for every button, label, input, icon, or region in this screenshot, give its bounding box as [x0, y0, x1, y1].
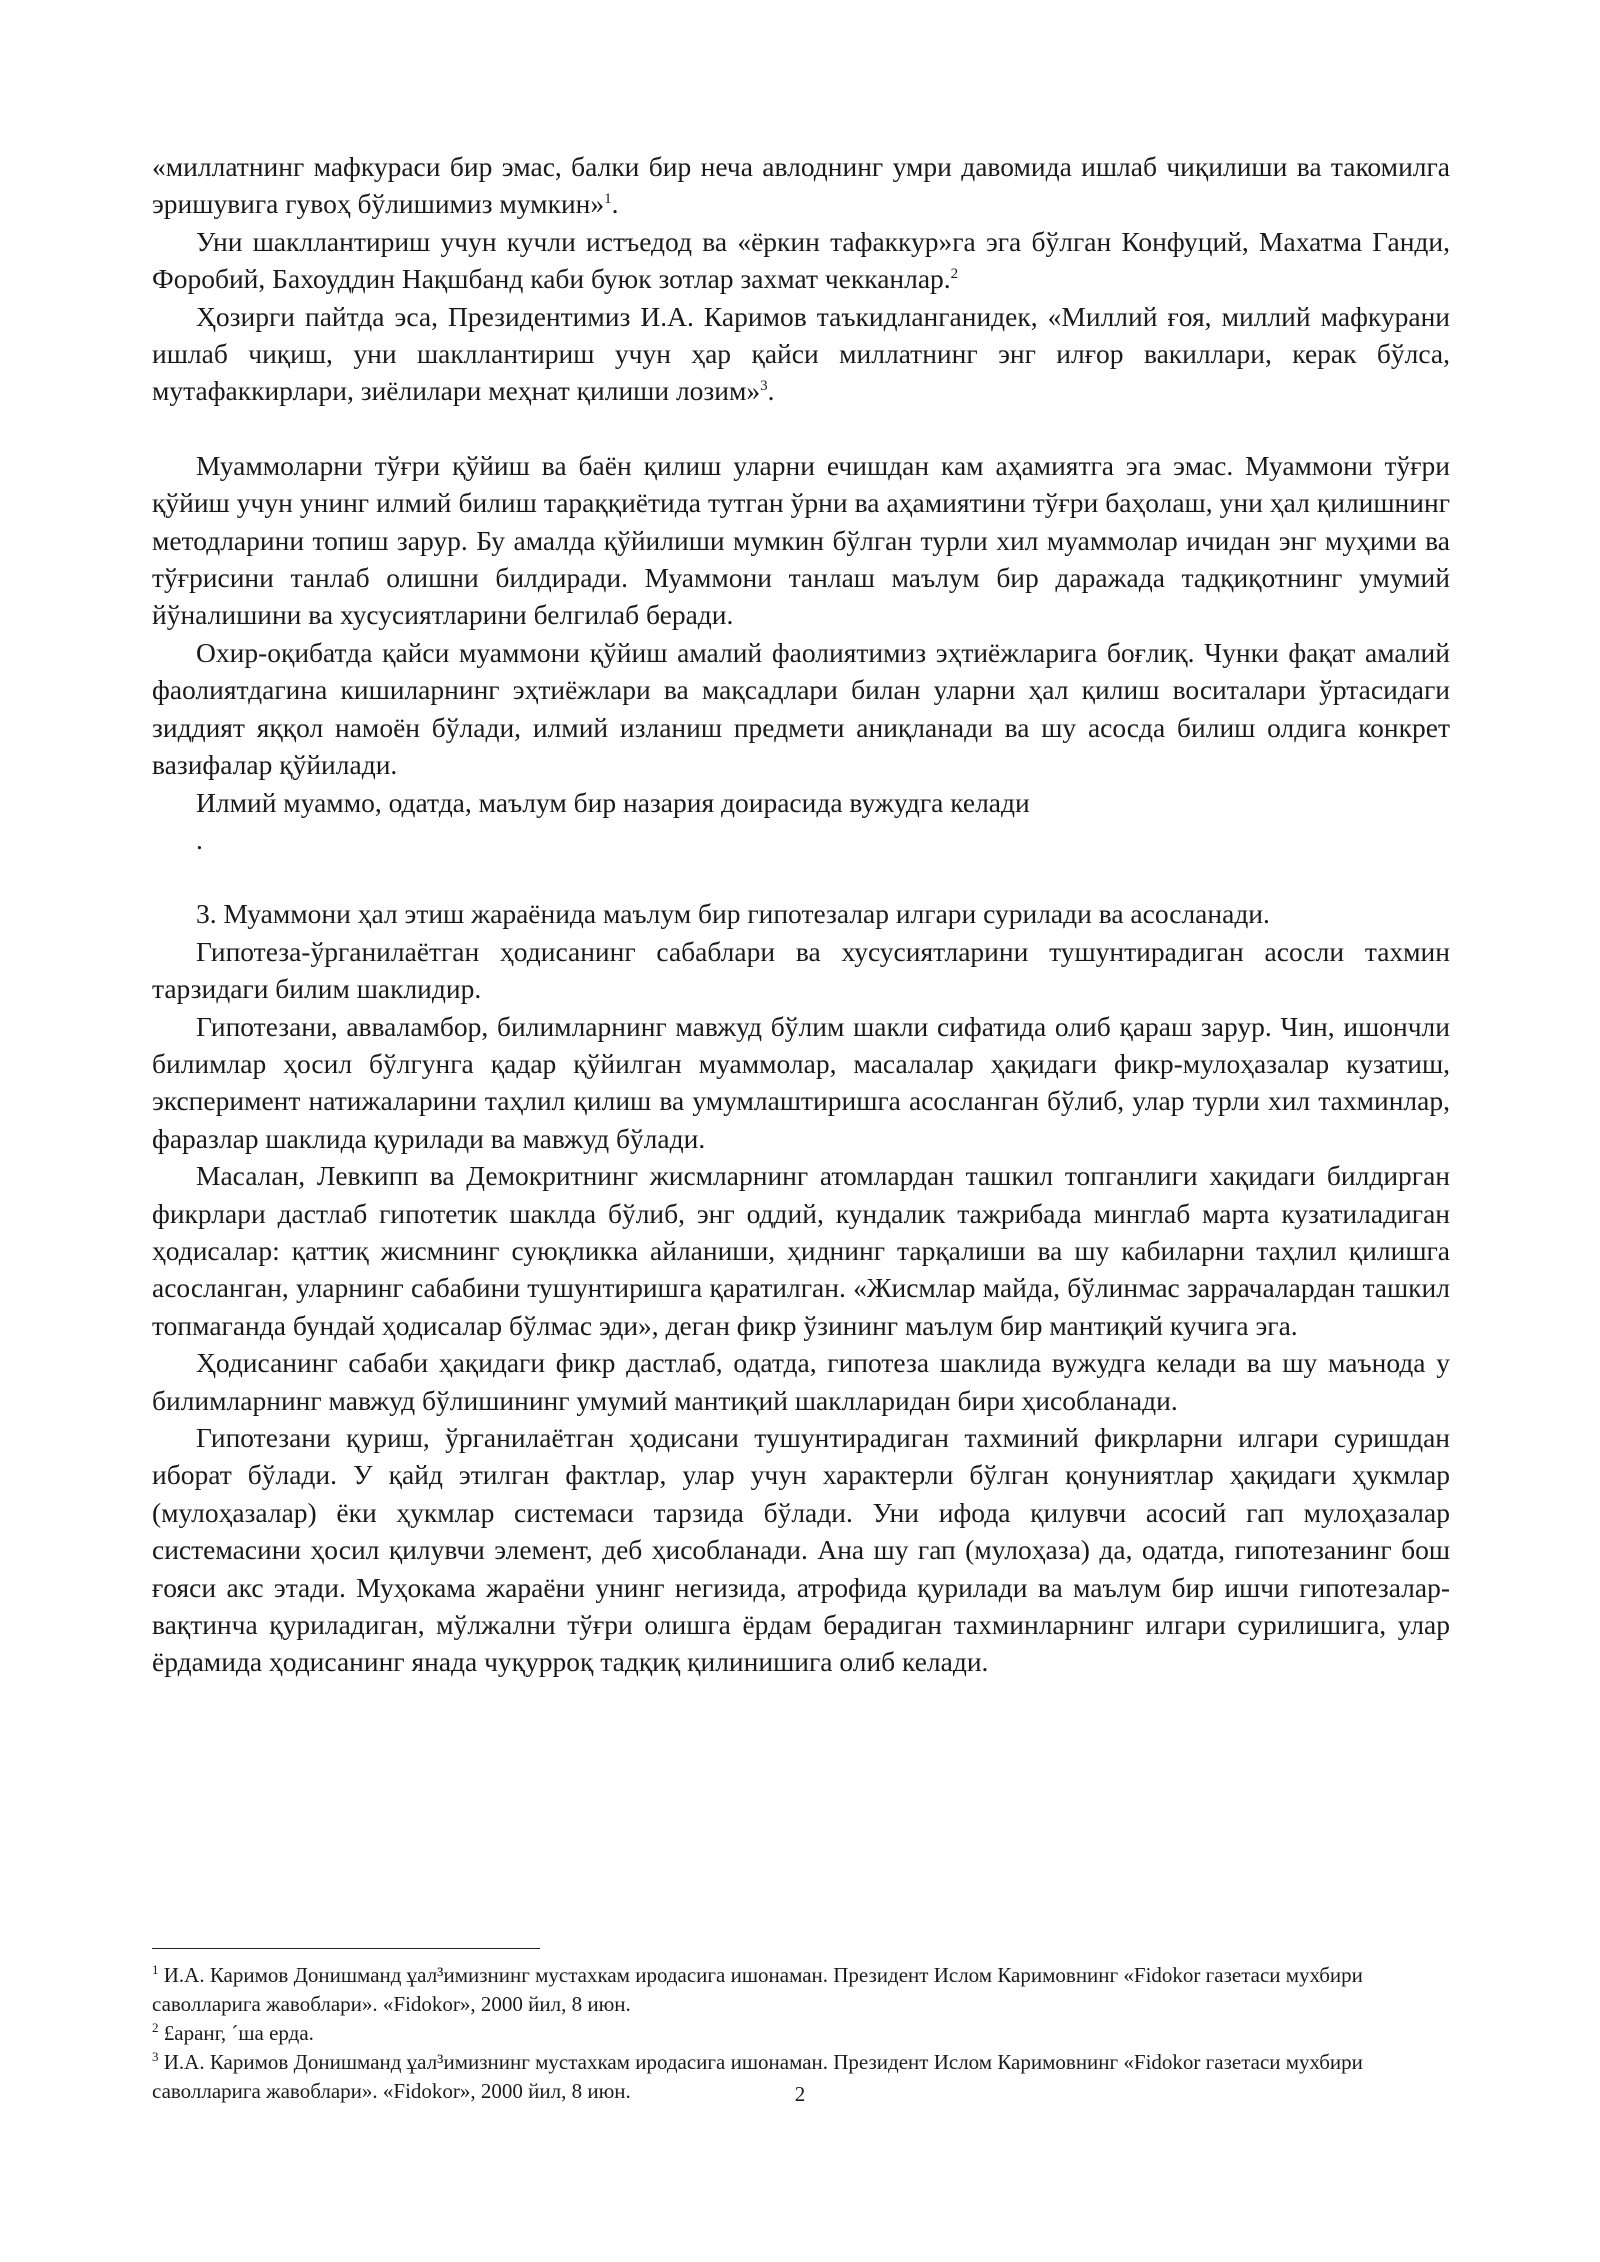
paragraph-text: Ҳозирги пайтда эса, Президентимиз И.А. Каримов таъкидланганидек, «Миллий ғоя, миллий мафкурани ишлаб чиқиш, уни шакллантириш учун ҳар қайси миллатнинг энг илғор вакиллари, керак бўлса, мутафаккирлари, зиёлилари меҳнат қилиши лозим»: [152, 300, 1450, 407]
footnote-ref-1[interactable]: 1: [604, 191, 612, 208]
blank-line: [152, 858, 1450, 895]
paragraph-problem-setting: Муаммоларни тўғри қўйиш ва баён қилиш уларни ечишдан кам аҳамиятга эга эмас. Муаммони тўғри қўйиш учун унинг илмий билиш тараққиётида тутган ўрни ва аҳамиятини тўғри баҳолаш, уни ҳал қилишнинг методларини топиш зарур. Бу амалда қўйилиши мумкин бўлган турли хил муаммолар ичидан энг муҳими ва тўғрисини танлаб олишни билдиради. Муаммони танлаш маълум бир даражада тадқиқотнинг умумий йўналишини ва хусусиятларини белгилаб беради.: [152, 449, 1450, 631]
footnote-text: £аранг, ´ша ерда.: [163, 2021, 314, 2045]
paragraph-president-quote: [152, 298, 1450, 410]
paragraph-tail: .: [767, 375, 775, 407]
footnote-ref-2[interactable]: 2: [950, 266, 959, 283]
page-body: [152, 148, 1450, 1681]
paragraph-cause-thought: Ҳодисанинг сабаби ҳақидаги фикр дастлаб, одатда, гипотеза шаклида вужудга келади ва шу маънода у билимларнинг мавжуд бўлишининг умумий мантиқий шаклларидан бири ҳисобланади.: [152, 1347, 1450, 1416]
footnote-number: 1: [152, 1962, 159, 1977]
blank-line: [152, 410, 1450, 447]
footnote-separator: [152, 1948, 540, 1949]
footnote-1: [152, 1961, 1450, 2019]
paragraph-confucius: [152, 223, 1450, 298]
paragraph-quote-continuation: [152, 148, 1450, 223]
paragraph-scientific-problem: Илмий муаммо, одатда, маълум бир назария доирасида вужудга келади: [196, 786, 1030, 818]
paragraph-point-3: 3. Муаммони ҳал этиш жараёнида маълум бир гипотезалар илгари сурилади ва асосланади.: [196, 898, 1270, 930]
paragraph-text: Уни шакллантириш учун кучли истъедод ва «ёркин тафаккур»га эга бўлган Конфуций, Махатма Ганди, Форобий, Бахоуддин Нақшбанд каби буюк зотлар захмат чекканлар.: [152, 225, 1450, 295]
footnote-2: [152, 2019, 1450, 2048]
footnote-text: И.А. Каримов Донишманд ұал³имизнинг мустахкам иродасига ишонаман. Президент Ислом Каримовнинг «Fidokor газетаси мухбири саволларига жавоблари». «Fidokor», 2000 йил, 8 июн.: [152, 2050, 1363, 2103]
footnote-text: И.А. Каримов Донишманд ұал³имизнинг мустахкам иродасига ишонаман. Президент Ислом Каримовнинг «Fidokor газетаси мухбири саволларига жавоблари». «Fidokor», 2000 йил, 8 июн.: [152, 1963, 1363, 2016]
footnote-number: 2: [152, 2020, 159, 2035]
paragraph-text: «миллатнинг мафкураси бир эмас, балки бир неча авлоднинг умри давомида ишлаб чиқилиши ва такомилга эришувига гувоҳ бўлишимиз мумкин»: [152, 151, 1450, 220]
paragraph-leucippus-democritus: Масалан, Левкипп ва Демокритнинг жисмларнинг атомлардан ташкил топганлиги хақидаги билдирган фикрлари дастлаб гипотетик шаклда бўлиб, энг оддий, кундалик тажрибада минглаб марта кузатиладиган ҳодисалар: қаттиқ жисмнинг суюқликка айланиши, ҳиднинг тарқалиши ва шу кабиларни таҳлил қилишга асосланган, уларнинг сабабини тушунтиришга қаратилган. «Жисмлар майда, бўлинмас заррачалардан ташкил топмаганда бундай ҳодисалар бўлмас эди», деган фикр ўзининг маълум бир мантиқий кучига эга.: [152, 1160, 1450, 1341]
paragraph-practical-activity: Охир-оқибатда қайси муаммони қўйиш амалий фаолиятимиз эҳтиёжларига боғлиқ. Чунки фақат амалий фаолиятдагина кишиларнинг эҳтиёжлари ва мақсадлари билан уларни ҳал қилиш воситалари ўртасидаги зиддият яққол намоён бўлади, илмий изланиш предмети аниқланади ва шу асосда билиш олдига конкрет вазифалар қўйилади.: [152, 636, 1450, 781]
footnote-number: 3: [152, 2049, 159, 2064]
paragraph-hypothesis-form: Гипотезани, авваламбор, билимларнинг мавжуд бўлим шакли сифатида олиб қараш зарур. Чин, ишончли билимлар ҳосил бўлгунга қадар қўйилган муаммолар, масалалар ҳақидаги фикр-мулоҳазалар кузатиш, эксперимент натижаларини таҳлил қилиш ва умумлаштиришга асосланган бўлиб, улар турли хил тахминлар, фаразлар шаклида қурилади ва мавжуд бўлади.: [152, 1010, 1450, 1154]
page-number: 2: [794, 2082, 806, 2106]
stray-period: .: [196, 823, 203, 855]
paragraph-hypothesis-definition: Гипотеза-ўрганилаётган ҳодисанинг сабаблари ва хусусиятларини тушунтирадиган асосли тахмин тарзидаги билим шаклидир.: [152, 935, 1450, 1005]
paragraph-building-hypothesis: Гипотезани қуриш, ўрганилаётган ҳодисани тушунтирадиган тахминий фикрларни илгари суришдан иборат бўлади. У қайд этилган фактлар, улар учун характерли бўлган қонуниятлар ҳақидаги ҳукмлар (мулоҳазалар) ёки ҳукмлар системаси тарзида бўлади. Уни ифода қилувчи асосий гап мулоҳазалар системасини ҳосил қилувчи элемент, деб ҳисобланади. Ана шу гап (мулоҳаза) да, одатда, гипотезанинг бош ғояси акс этади. Муҳокама жараёни унинг негизида, атрофида қурилади ва маълум бир ишчи гипотезалар-вақтинча қуриладиган, мўлжални тўғри олишга ёрдам берадиган тахминларнинг илгари сурилишига, улар ёрдамида ҳодисанинг янада чуқурроқ тадқиқ қилинишига олиб келади.: [152, 1422, 1450, 1678]
paragraph-tail: .: [611, 188, 619, 220]
footnote-ref-3[interactable]: 3: [760, 378, 768, 395]
